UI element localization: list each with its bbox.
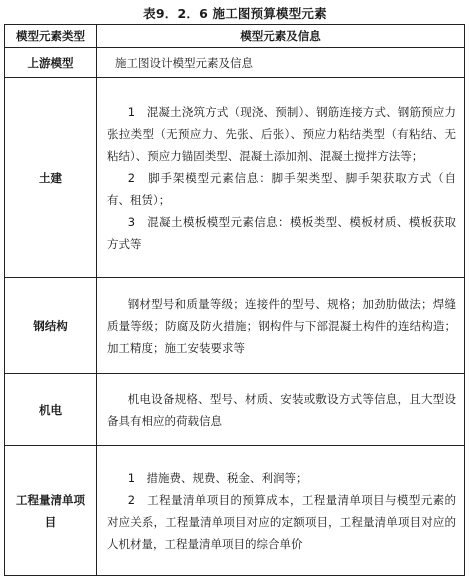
table-row-bill-of-quantities [5, 446, 465, 576]
table-header-row [5, 25, 465, 48]
table-row-steel-structure [5, 278, 465, 374]
info-paragraph-3: 3 混凝土模板模型元素信息：模板类型、模板材质、模板获取方式等 [107, 214, 456, 251]
table-row-mep [5, 374, 465, 446]
row-type-mep: 机电 [5, 374, 97, 446]
info-paragraph-1: 1 混凝土浇筑方式（现浇、预制）、钢筋连接方式、钢筋预应力张拉类型（无预应力、先张、后张）、预应力粘结类型（有粘结、无粘结）、预应力锚固类型、混凝土添加剂、混凝土搅拌方法等； [107, 104, 456, 163]
row-type-civil: 土建 [5, 78, 97, 278]
info-paragraph: 钢材型号和质量等级；连接件的型号、规格；加劲肋做法；焊缝质量等级；防腐及防火措施；钢构件与下部混凝土构件的连结构造；加工精度；施工安装要求等 [107, 296, 456, 355]
row-info-mep [97, 374, 465, 446]
row-info-steel-structure [97, 278, 465, 374]
table-row-upstream-model [5, 48, 465, 78]
header-element-info: 模型元素及信息 [97, 25, 465, 48]
table-caption: 表9．2．6 施工图预算模型元素 [143, 6, 327, 21]
row-info-civil [97, 78, 465, 278]
info-paragraph: 施工图设计模型元素及信息 [115, 55, 253, 70]
row-type-bill-of-quantities: 工程量清单项目 [5, 446, 97, 576]
info-paragraph-2: 2 工程量清单项目的预算成本，工程量清单项目与模型元素的对应关系，工程量清单项目对应的定额项目，工程量清单项目对应的人机材量，工程量清单项目的综合单价 [107, 492, 456, 551]
row-info-upstream-model [97, 48, 465, 78]
model-elements-table [4, 24, 465, 576]
row-type-steel-structure: 钢结构 [5, 278, 97, 374]
row-type-upstream-model: 上游模型 [5, 48, 97, 78]
info-paragraph: 机电设备规格、型号、材质、安装或敷设方式等信息，且大型设备具有相应的荷载信息 [107, 391, 456, 428]
info-paragraph-2: 2 脚手架模型元素信息：脚手架类型、脚手架获取方式（自有、租赁）； [107, 170, 456, 207]
row-info-bill-of-quantities [97, 446, 465, 576]
header-element-type: 模型元素类型 [5, 25, 97, 48]
table-row-civil [5, 78, 465, 278]
info-paragraph-1: 1 措施费、规费、税金、利润等； [127, 470, 308, 485]
